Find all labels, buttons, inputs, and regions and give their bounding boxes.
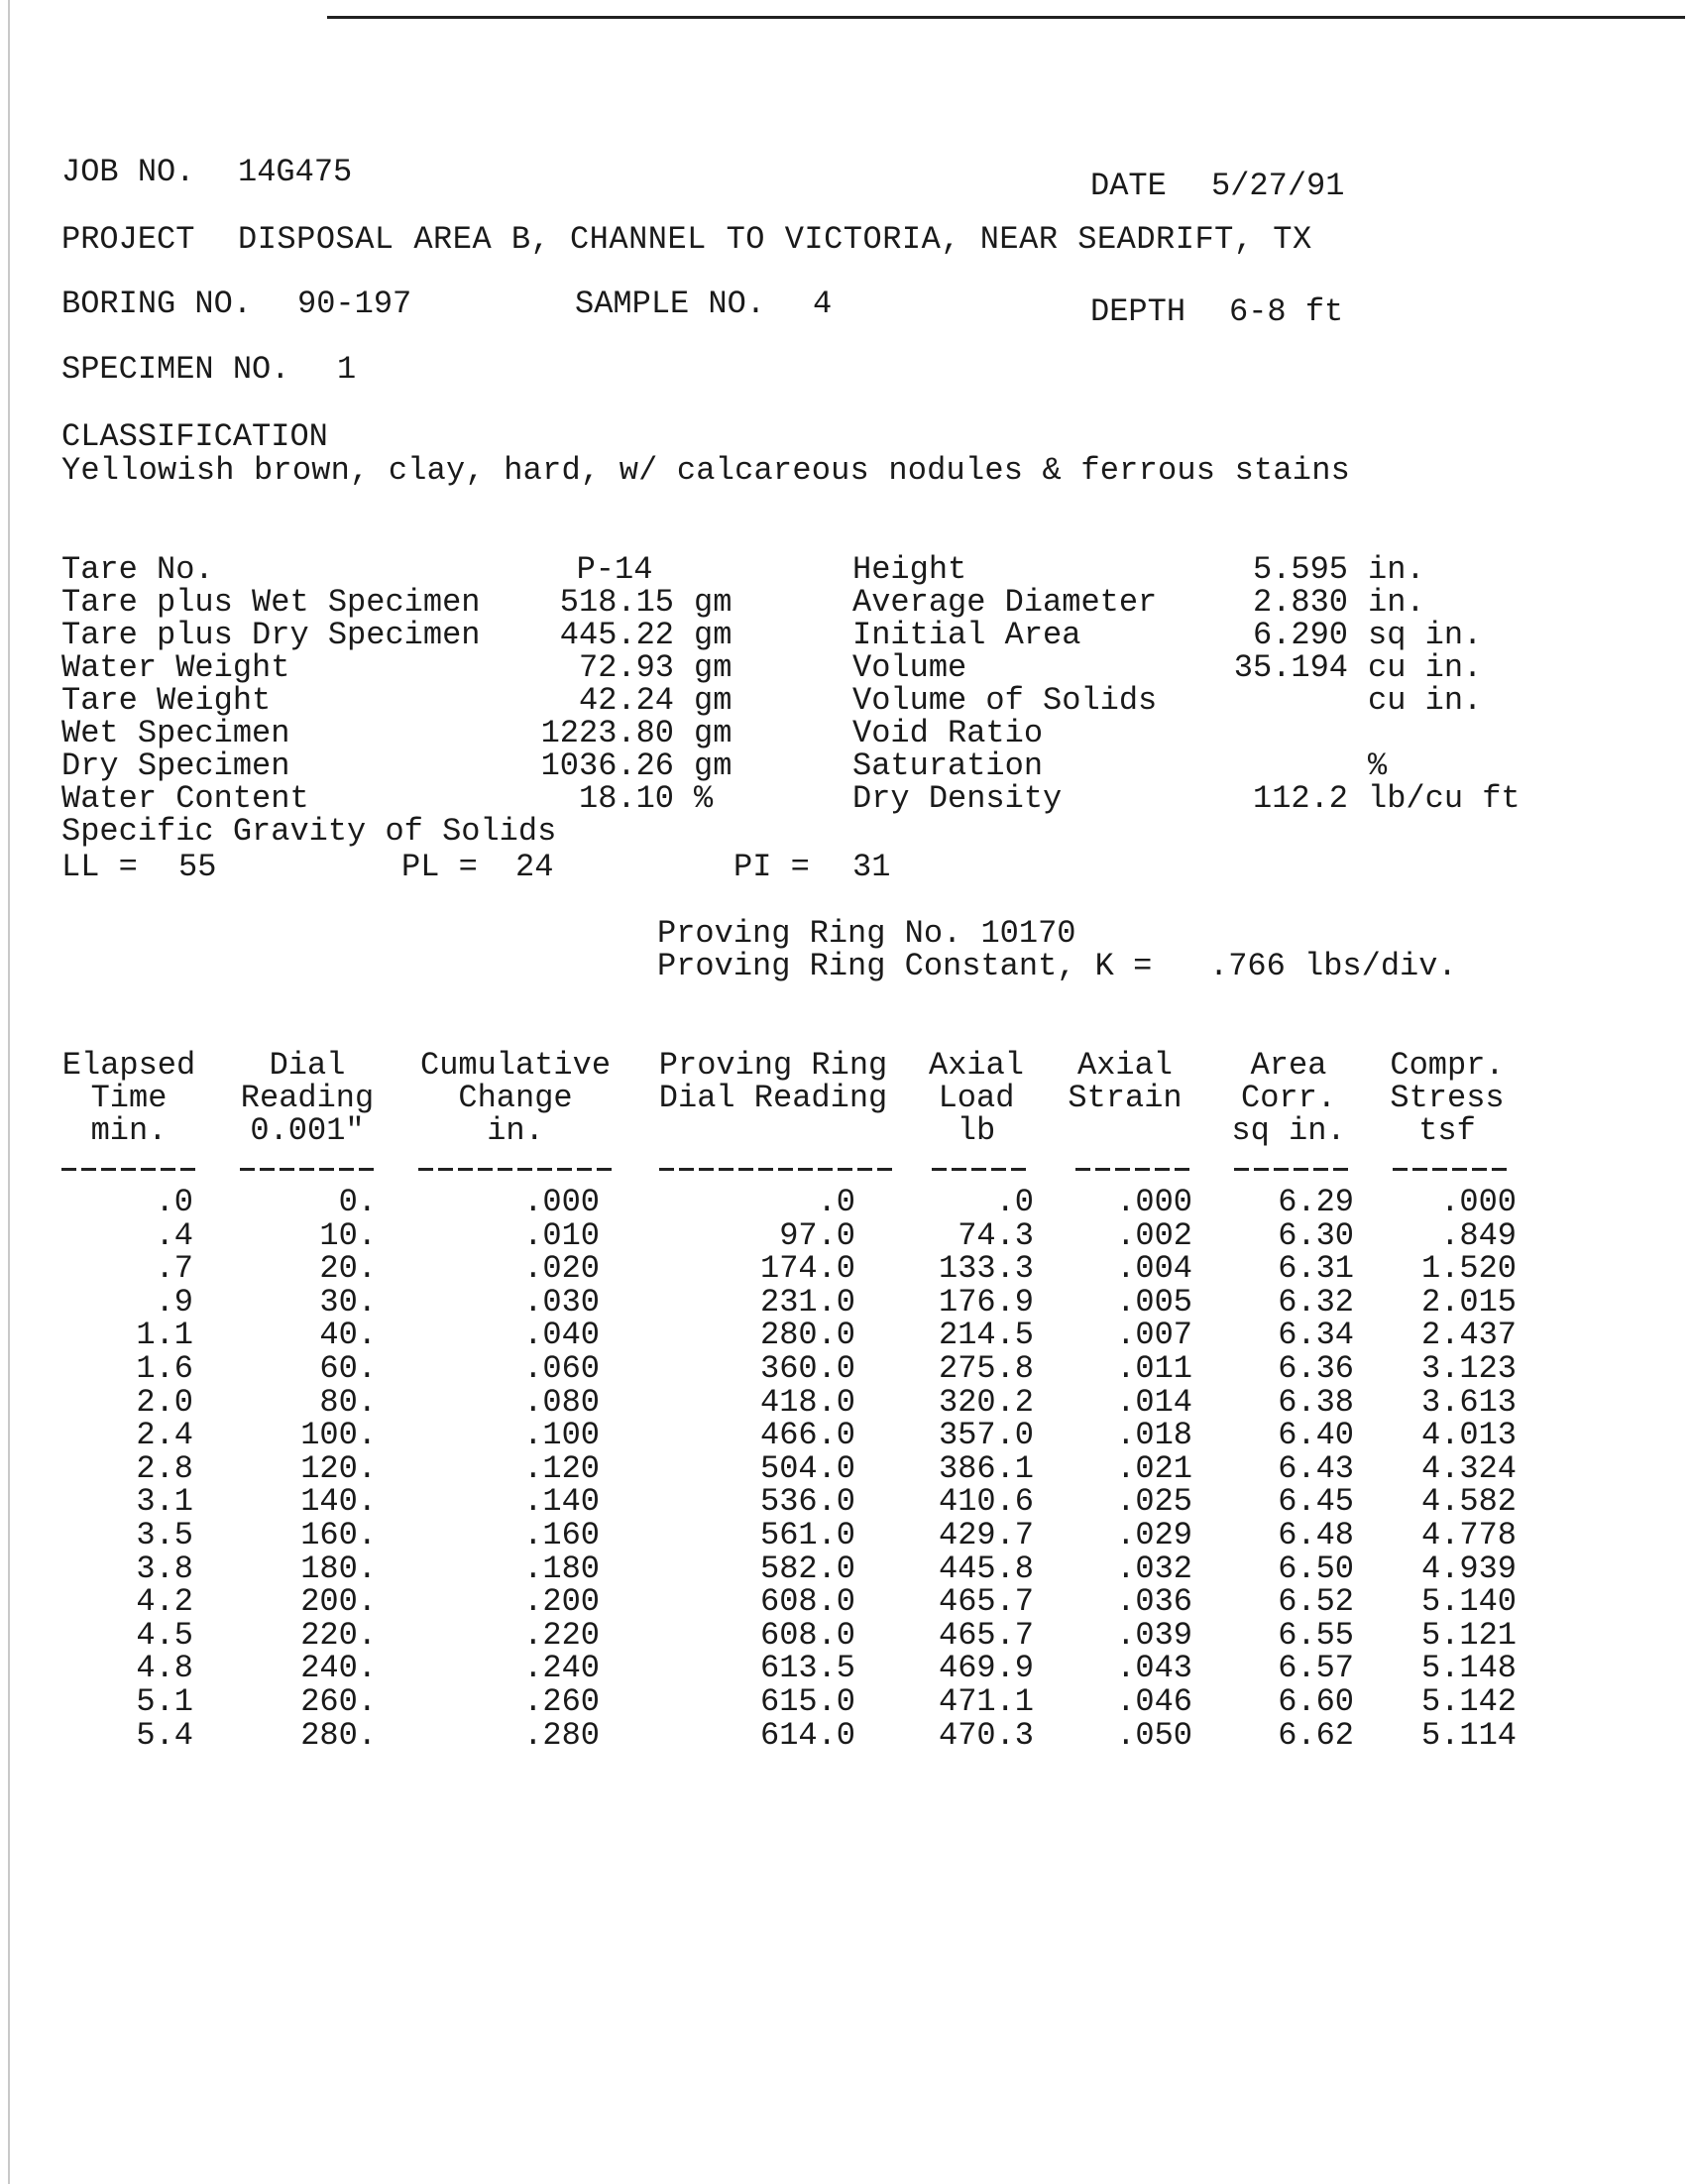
cell-cumulative-change: .080: [523, 1383, 600, 1421]
cell-proving-ring-reading: 561.0: [759, 1517, 855, 1553]
cell-dial-reading: 280.: [300, 1716, 377, 1754]
cell-cumulative-change: .100: [523, 1417, 600, 1454]
cell-compr-stress: 5.148: [1420, 1650, 1517, 1687]
classification-label: CLASSIFICATION: [61, 418, 328, 455]
cell-proving-ring-reading: 536.0: [759, 1483, 855, 1521]
cell-dial-reading: 160.: [300, 1517, 377, 1553]
cell-axial-strain: .000: [1116, 1184, 1192, 1220]
cell-elapsed-time: 4.5: [136, 1616, 193, 1654]
cell-compr-stress: 4.939: [1420, 1550, 1517, 1587]
pi-value: 31: [852, 849, 891, 885]
cell-area-corr: 6.34: [1278, 1317, 1354, 1354]
header-divider: [240, 1168, 374, 1171]
header-divider: [418, 1168, 612, 1171]
cell-axial-load: 74.3: [958, 1216, 1034, 1254]
left-label-7: Water Content: [61, 780, 309, 817]
header-cumulative-3: in.: [487, 1112, 544, 1149]
left-value-7: 18.10: [578, 780, 674, 817]
right-unit-2: sq in.: [1368, 617, 1483, 653]
left-value-1: 518.15: [559, 584, 674, 621]
cell-area-corr: 6.29: [1278, 1184, 1354, 1220]
cell-elapsed-time: .4: [155, 1216, 193, 1254]
cell-elapsed-time: 3.1: [136, 1483, 193, 1521]
cell-axial-strain: .043: [1116, 1650, 1192, 1687]
ll-value: 55: [178, 849, 217, 885]
cell-area-corr: 6.38: [1278, 1383, 1354, 1421]
pl-label: PL =: [401, 849, 478, 885]
classification-text: Yellowish brown, clay, hard, w/ calcareous nodules & ferrous stains: [61, 452, 1351, 489]
cell-proving-ring-reading: 418.0: [759, 1383, 855, 1421]
left-label-3: Water Weight: [61, 649, 290, 686]
cell-compr-stress: 5.142: [1420, 1683, 1517, 1720]
cell-compr-stress: 5.121: [1420, 1616, 1517, 1654]
left-label-1: Tare plus Wet Specimen: [61, 584, 481, 621]
cell-cumulative-change: .180: [523, 1550, 600, 1587]
cell-compr-stress: 3.123: [1420, 1350, 1517, 1387]
cell-compr-stress: .849: [1440, 1216, 1517, 1254]
cell-compr-stress: 5.114: [1420, 1716, 1517, 1754]
top-rule: [327, 16, 1685, 19]
cell-axial-load: 386.1: [938, 1449, 1034, 1487]
right-value-7: 112.2: [1252, 780, 1348, 817]
cell-proving-ring-reading: 280.0: [759, 1317, 855, 1354]
cell-axial-strain: .039: [1116, 1616, 1192, 1654]
proving-ring-number: Proving Ring No. 10170: [657, 915, 1076, 952]
header-elapsed-2: Time: [90, 1080, 168, 1116]
right-unit-0: in.: [1368, 551, 1425, 588]
cell-cumulative-change: .020: [523, 1250, 600, 1288]
right-label-5: Void Ratio: [852, 715, 1044, 751]
cell-cumulative-change: .260: [523, 1683, 600, 1720]
cell-elapsed-time: 1.6: [136, 1350, 193, 1387]
left-label-6: Dry Specimen: [61, 747, 290, 784]
cell-elapsed-time: 5.1: [136, 1683, 193, 1720]
cell-axial-strain: .025: [1116, 1483, 1192, 1521]
date-label: DATE: [1090, 168, 1167, 204]
cell-proving-ring-reading: 608.0: [759, 1616, 855, 1654]
boring-number: 90-197: [297, 286, 412, 322]
cell-compr-stress: 5.140: [1420, 1583, 1517, 1621]
cell-cumulative-change: .010: [523, 1216, 600, 1254]
left-unit-1: gm: [694, 584, 733, 621]
cell-axial-strain: .002: [1116, 1216, 1192, 1254]
right-label-0: Height: [852, 551, 967, 588]
cell-dial-reading: 40.: [319, 1317, 377, 1354]
cell-compr-stress: 4.324: [1420, 1449, 1517, 1487]
header-strain-2: Strain: [1068, 1080, 1183, 1116]
cell-elapsed-time: 3.8: [136, 1550, 193, 1587]
left-value-5: 1223.80: [540, 715, 674, 751]
header-elapsed-3: min.: [90, 1112, 168, 1149]
left-label-5: Wet Specimen: [61, 715, 290, 751]
cell-area-corr: 6.31: [1278, 1250, 1354, 1288]
cell-cumulative-change: .160: [523, 1517, 600, 1553]
cell-area-corr: 6.36: [1278, 1350, 1354, 1387]
cell-area-corr: 6.30: [1278, 1216, 1354, 1254]
cell-axial-strain: .018: [1116, 1417, 1192, 1454]
pi-label: PI =: [733, 849, 810, 885]
cell-dial-reading: 80.: [319, 1383, 377, 1421]
specific-gravity-label: Specific Gravity of Solids: [61, 813, 557, 850]
cell-axial-load: 275.8: [938, 1350, 1034, 1387]
cell-area-corr: 6.60: [1278, 1683, 1354, 1720]
header-dial-2: Reading: [240, 1080, 375, 1116]
cell-axial-strain: .005: [1116, 1283, 1192, 1321]
cell-axial-load: 465.7: [938, 1583, 1034, 1621]
cell-proving-ring-reading: 231.0: [759, 1283, 855, 1321]
right-label-2: Initial Area: [852, 617, 1081, 653]
header-stress-2: Stress: [1390, 1080, 1505, 1116]
right-value-3: 35.194: [1233, 649, 1348, 686]
cell-elapsed-time: 2.0: [136, 1383, 193, 1421]
header-divider: [61, 1168, 195, 1171]
project-value: DISPOSAL AREA B, CHANNEL TO VICTORIA, NEAR SEADRIFT, TX: [238, 221, 1312, 258]
cell-cumulative-change: .040: [523, 1317, 600, 1354]
proving-ring-constant-value: .766 lbs/div.: [1209, 948, 1457, 984]
cell-axial-strain: .036: [1116, 1583, 1192, 1621]
cell-compr-stress: 4.013: [1420, 1417, 1517, 1454]
cell-dial-reading: 100.: [300, 1417, 377, 1454]
page-edge: [8, 0, 10, 2184]
right-label-1: Average Diameter: [852, 584, 1158, 621]
cell-proving-ring-reading: 608.0: [759, 1583, 855, 1621]
left-unit-2: gm: [694, 617, 733, 653]
cell-axial-load: 176.9: [938, 1283, 1034, 1321]
cell-area-corr: 6.55: [1278, 1616, 1354, 1654]
right-unit-6: %: [1368, 747, 1388, 784]
cell-proving-ring-reading: 582.0: [759, 1550, 855, 1587]
cell-proving-ring-reading: 615.0: [759, 1683, 855, 1720]
left-unit-6: gm: [694, 747, 733, 784]
cell-elapsed-time: .0: [155, 1184, 193, 1220]
header-elapsed-1: Elapsed: [61, 1047, 196, 1084]
left-label-2: Tare plus Dry Specimen: [61, 617, 481, 653]
cell-elapsed-time: 4.2: [136, 1583, 193, 1621]
left-label-0: Tare No.: [61, 551, 214, 588]
cell-compr-stress: 2.015: [1420, 1283, 1517, 1321]
header-dial-1: Dial: [269, 1047, 346, 1084]
cell-elapsed-time: .7: [155, 1250, 193, 1288]
cell-elapsed-time: 3.5: [136, 1517, 193, 1553]
cell-axial-load: 470.3: [938, 1716, 1034, 1754]
cell-axial-load: 214.5: [938, 1317, 1034, 1354]
cell-proving-ring-reading: 614.0: [759, 1716, 855, 1754]
cell-axial-strain: .014: [1116, 1383, 1192, 1421]
cell-axial-strain: .007: [1116, 1317, 1192, 1354]
cell-axial-strain: .032: [1116, 1550, 1192, 1587]
cell-dial-reading: 180.: [300, 1550, 377, 1587]
cell-axial-strain: .021: [1116, 1449, 1192, 1487]
left-unit-4: gm: [694, 682, 733, 719]
pl-value: 24: [515, 849, 554, 885]
header-cumulative-2: Change: [458, 1080, 573, 1116]
header-divider: [1234, 1168, 1348, 1171]
cell-dial-reading: 10.: [319, 1216, 377, 1254]
cell-elapsed-time: 1.1: [136, 1317, 193, 1354]
depth-label: DEPTH: [1090, 293, 1186, 330]
cell-dial-reading: 220.: [300, 1616, 377, 1654]
cell-cumulative-change: .240: [523, 1650, 600, 1687]
right-label-7: Dry Density: [852, 780, 1063, 817]
header-load-2: Load: [938, 1080, 1015, 1116]
cell-cumulative-change: .200: [523, 1583, 600, 1621]
header-divider: [659, 1168, 892, 1171]
ll-label: LL =: [61, 849, 138, 885]
cell-dial-reading: 0.: [338, 1184, 377, 1220]
header-load-1: Axial: [928, 1047, 1024, 1084]
cell-compr-stress: 4.582: [1420, 1483, 1517, 1521]
cell-area-corr: 6.50: [1278, 1550, 1354, 1587]
cell-area-corr: 6.57: [1278, 1650, 1354, 1687]
left-unit-5: gm: [694, 715, 733, 751]
left-value-2: 445.22: [559, 617, 674, 653]
date-value: 5/27/91: [1211, 168, 1345, 204]
cell-cumulative-change: .220: [523, 1616, 600, 1654]
cell-axial-strain: .004: [1116, 1250, 1192, 1288]
left-unit-7: %: [694, 780, 714, 817]
right-value-1: 2.830: [1252, 584, 1348, 621]
cell-axial-load: 410.6: [938, 1483, 1034, 1521]
cell-area-corr: 6.52: [1278, 1583, 1354, 1621]
right-unit-1: in.: [1368, 584, 1425, 621]
cell-proving-ring-reading: .0: [817, 1184, 855, 1220]
header-divider: [932, 1168, 1026, 1171]
right-value-2: 6.290: [1252, 617, 1348, 653]
cell-axial-strain: .046: [1116, 1683, 1192, 1720]
cell-area-corr: 6.43: [1278, 1449, 1354, 1487]
header-divider: [1393, 1168, 1507, 1171]
cell-cumulative-change: .060: [523, 1350, 600, 1387]
cell-cumulative-change: .000: [523, 1184, 600, 1220]
depth-value: 6-8 ft: [1229, 293, 1344, 330]
boring-label: BORING NO.: [61, 286, 253, 322]
right-unit-3: cu in.: [1368, 649, 1483, 686]
cell-axial-load: 469.9: [938, 1650, 1034, 1687]
cell-dial-reading: 20.: [319, 1250, 377, 1288]
project-label: PROJECT: [61, 221, 195, 258]
cell-compr-stress: 3.613: [1420, 1383, 1517, 1421]
cell-dial-reading: 120.: [300, 1449, 377, 1487]
cell-axial-load: 133.3: [938, 1250, 1034, 1288]
left-value-4: 42.24: [578, 682, 674, 719]
right-unit-4: cu in.: [1368, 682, 1483, 719]
cell-compr-stress: .000: [1440, 1184, 1517, 1220]
cell-cumulative-change: .140: [523, 1483, 600, 1521]
cell-elapsed-time: 2.4: [136, 1417, 193, 1454]
left-value-6: 1036.26: [540, 747, 674, 784]
cell-dial-reading: 240.: [300, 1650, 377, 1687]
right-label-4: Volume of Solids: [852, 682, 1158, 719]
header-stress-3: tsf: [1418, 1112, 1476, 1149]
header-proving-2: Dial Reading: [658, 1080, 888, 1116]
cell-axial-load: 471.1: [938, 1683, 1034, 1720]
right-label-6: Saturation: [852, 747, 1044, 784]
cell-compr-stress: 2.437: [1420, 1317, 1517, 1354]
header-load-3: lb: [957, 1112, 996, 1149]
cell-proving-ring-reading: 466.0: [759, 1417, 855, 1454]
left-unit-3: gm: [694, 649, 733, 686]
header-area-3: sq in.: [1231, 1112, 1346, 1149]
cell-elapsed-time: 5.4: [136, 1716, 193, 1754]
cell-axial-load: 320.2: [938, 1383, 1034, 1421]
cell-proving-ring-reading: 97.0: [779, 1216, 855, 1254]
header-area-1: Area: [1250, 1047, 1327, 1084]
cell-cumulative-change: .030: [523, 1283, 600, 1321]
sample-number: 4: [813, 286, 833, 322]
cell-area-corr: 6.45: [1278, 1483, 1354, 1521]
header-divider: [1075, 1168, 1189, 1171]
right-label-3: Volume: [852, 649, 967, 686]
specimen-label: SPECIMEN NO.: [61, 351, 290, 388]
cell-axial-load: 465.7: [938, 1616, 1034, 1654]
cell-axial-strain: .050: [1116, 1716, 1192, 1754]
cell-dial-reading: 200.: [300, 1583, 377, 1621]
cell-axial-strain: .011: [1116, 1350, 1192, 1387]
cell-compr-stress: 1.520: [1420, 1250, 1517, 1288]
right-unit-7: lb/cu ft: [1368, 780, 1521, 817]
cell-area-corr: 6.32: [1278, 1283, 1354, 1321]
cell-elapsed-time: 4.8: [136, 1650, 193, 1687]
cell-axial-load: 429.7: [938, 1517, 1034, 1553]
right-value-0: 5.595: [1252, 551, 1348, 588]
cell-proving-ring-reading: 613.5: [759, 1650, 855, 1687]
header-area-2: Corr.: [1240, 1080, 1336, 1116]
header-cumulative-1: Cumulative: [419, 1047, 612, 1084]
left-value-3: 72.93: [578, 649, 674, 686]
cell-proving-ring-reading: 174.0: [759, 1250, 855, 1288]
cell-area-corr: 6.40: [1278, 1417, 1354, 1454]
cell-axial-load: 357.0: [938, 1417, 1034, 1454]
cell-dial-reading: 260.: [300, 1683, 377, 1720]
cell-proving-ring-reading: 504.0: [759, 1449, 855, 1487]
header-stress-1: Compr.: [1390, 1047, 1505, 1084]
cell-axial-load: 445.8: [938, 1550, 1034, 1587]
header-dial-3: 0.001": [250, 1112, 365, 1149]
cell-axial-strain: .029: [1116, 1517, 1192, 1553]
cell-dial-reading: 60.: [319, 1350, 377, 1387]
cell-cumulative-change: .120: [523, 1449, 600, 1487]
proving-ring-constant-label: Proving Ring Constant, K =: [657, 948, 1153, 984]
cell-dial-reading: 30.: [319, 1283, 377, 1321]
cell-dial-reading: 140.: [300, 1483, 377, 1521]
job-label: JOB NO.: [61, 154, 195, 190]
cell-area-corr: 6.48: [1278, 1517, 1354, 1553]
specimen-number: 1: [337, 351, 357, 388]
sample-label: SAMPLE NO.: [575, 286, 766, 322]
header-proving-1: Proving Ring: [658, 1047, 888, 1084]
cell-cumulative-change: .280: [523, 1716, 600, 1754]
left-label-4: Tare Weight: [61, 682, 272, 719]
cell-proving-ring-reading: 360.0: [759, 1350, 855, 1387]
cell-elapsed-time: 2.8: [136, 1449, 193, 1487]
left-value-0: P-14: [576, 551, 653, 588]
job-number: 14G475: [238, 154, 353, 190]
cell-axial-load: .0: [995, 1184, 1034, 1220]
header-strain-1: Axial: [1076, 1047, 1173, 1084]
cell-compr-stress: 4.778: [1420, 1517, 1517, 1553]
cell-elapsed-time: .9: [155, 1283, 193, 1321]
cell-area-corr: 6.62: [1278, 1716, 1354, 1754]
